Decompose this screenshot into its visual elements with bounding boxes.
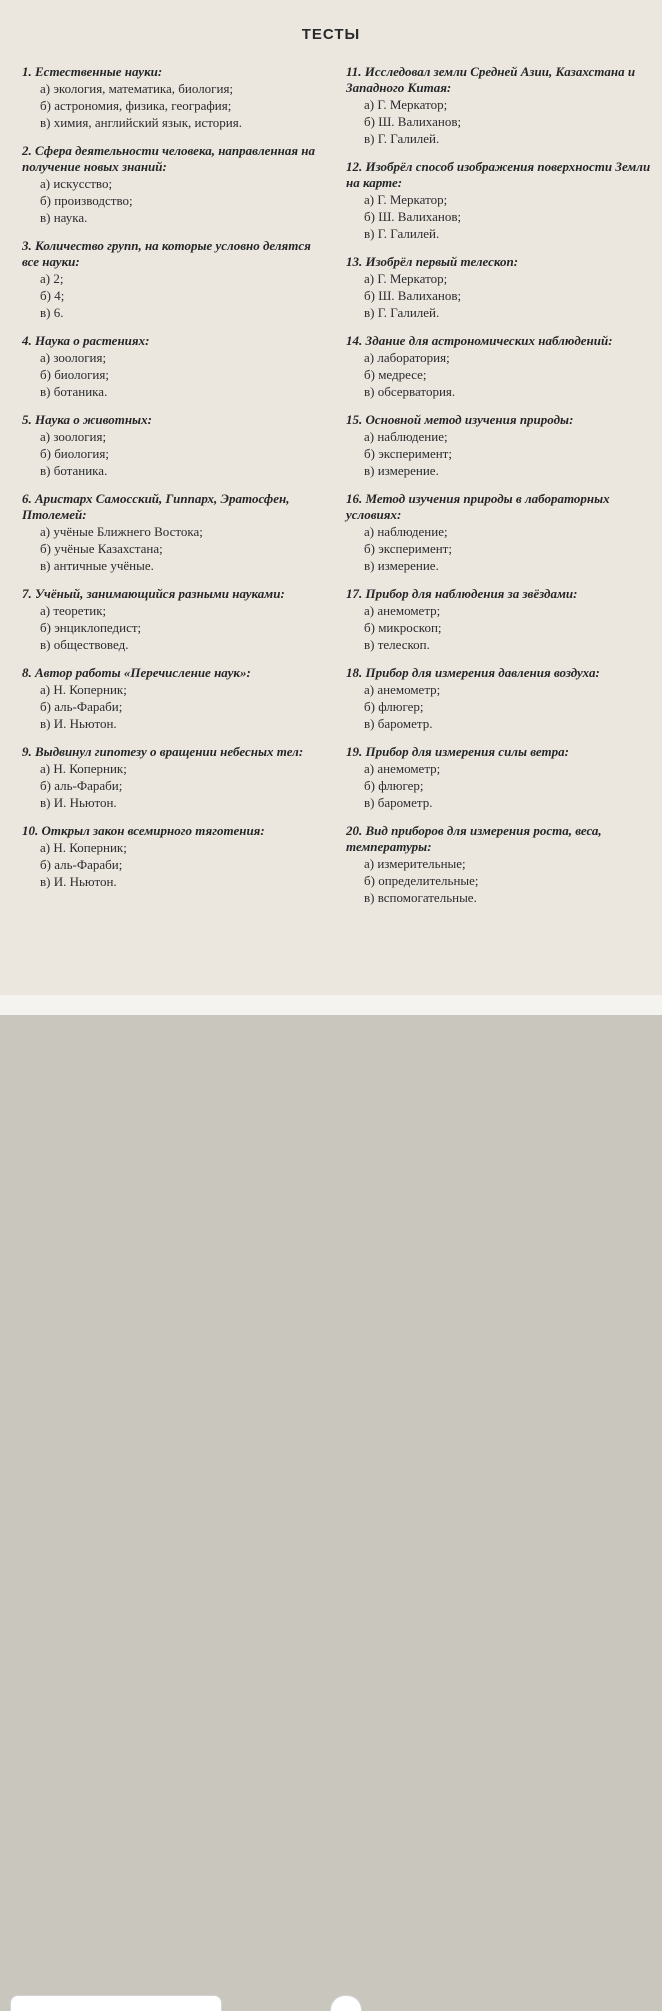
question-number: 3. xyxy=(22,238,32,253)
question-13 xyxy=(346,254,656,321)
question-title xyxy=(22,823,322,839)
answer-option: б) энциклопедист; xyxy=(40,620,142,635)
answer-option: в) Г. Галилей. xyxy=(364,226,440,241)
question-text: Вид приборов для измерения роста, веса, температуры: xyxy=(346,823,602,854)
answer-option: а) Н. Коперник; xyxy=(40,840,127,855)
answer-option: б) Ш. Валиханов; xyxy=(364,288,462,303)
question-number: 11. xyxy=(346,64,362,79)
question-text: Прибор для измерения силы ветра: xyxy=(365,744,569,759)
question-11 xyxy=(346,64,656,147)
answer-option: а) анемометр; xyxy=(364,603,441,618)
question-number: 2. xyxy=(22,143,32,158)
document-page xyxy=(0,0,662,995)
question-number: 9. xyxy=(22,744,32,759)
question-text: Выдвинул гипотезу о вращении небесных тел: xyxy=(35,744,304,759)
question-number: 4. xyxy=(22,333,32,348)
answer-option: в) И. Ньютон. xyxy=(40,716,117,731)
answer-option: а) Н. Коперник; xyxy=(40,682,127,697)
question-number: 5. xyxy=(22,412,32,427)
question-19 xyxy=(346,744,656,811)
left-column xyxy=(22,64,322,902)
question-title xyxy=(346,412,656,428)
answer-option: а) экология, математика, биология; xyxy=(40,81,234,96)
question-number: 1. xyxy=(22,64,32,79)
question-title xyxy=(346,254,656,270)
answer-option: а) лаборатория; xyxy=(364,350,450,365)
answer-option: а) учёные Ближнего Востока; xyxy=(40,524,203,539)
question-title xyxy=(346,665,656,681)
answer-option: б) определительные; xyxy=(364,873,479,888)
bottom-strip xyxy=(0,995,662,1015)
question-14 xyxy=(346,333,656,400)
answer-option: б) эксперимент; xyxy=(364,446,452,461)
question-number: 6. xyxy=(22,491,32,506)
question-title xyxy=(22,665,322,681)
question-number: 19. xyxy=(346,744,363,759)
answer-option: в) 6. xyxy=(40,305,64,320)
answer-option: а) Г. Меркатор; xyxy=(364,192,448,207)
answer-option: в) вспомогательные. xyxy=(364,890,477,905)
answer-option: а) зоология; xyxy=(40,350,107,365)
answer-option: а) анемометр; xyxy=(364,682,441,697)
question-text: Аристарх Самосский, Гиппарх, Эратосфен, Птолемей: xyxy=(22,491,290,522)
answer-option: б) биология; xyxy=(40,446,109,461)
answer-option: в) Г. Галилей. xyxy=(364,305,440,320)
answer-option: в) обществовед. xyxy=(40,637,129,652)
answer-option: б) эксперимент; xyxy=(364,541,452,556)
question-number: 7. xyxy=(22,586,32,601)
answer-option: б) аль-Фараби; xyxy=(40,857,123,872)
answer-option: а) Г. Меркатор; xyxy=(364,271,448,286)
answer-option: в) наука. xyxy=(40,210,88,225)
question-16 xyxy=(346,491,656,574)
answer-option: а) наблюдение; xyxy=(364,429,448,444)
question-title xyxy=(22,143,322,175)
question-text: Естественные науки: xyxy=(35,64,163,79)
question-number: 15. xyxy=(346,412,363,427)
question-text: Изобрёл способ изображения поверхности Земли на карте: xyxy=(346,159,651,190)
answer-option: а) 2; xyxy=(40,271,64,286)
answer-option: в) ботаника. xyxy=(40,463,108,478)
page-title: ТЕСТЫ xyxy=(301,26,361,43)
answer-option: б) флюгер; xyxy=(364,699,424,714)
question-title xyxy=(346,333,656,349)
answer-option: а) теоретик; xyxy=(40,603,107,618)
question-3 xyxy=(22,238,322,321)
question-1 xyxy=(22,64,322,131)
answer-option: а) наблюдение; xyxy=(364,524,448,539)
question-text: Здание для астрономических наблюдений: xyxy=(365,333,613,348)
question-text: Количество групп, на которые условно делятся все науки: xyxy=(22,238,311,269)
question-title xyxy=(22,744,322,760)
question-number: 18. xyxy=(346,665,363,680)
question-2 xyxy=(22,143,322,226)
question-12 xyxy=(346,159,656,242)
question-18 xyxy=(346,665,656,732)
answer-option: а) Г. Меркатор; xyxy=(364,97,448,112)
question-title xyxy=(346,159,656,191)
answer-option: а) анемометр; xyxy=(364,761,441,776)
question-title xyxy=(346,586,656,602)
question-15 xyxy=(346,412,656,479)
question-title xyxy=(22,64,322,80)
question-6 xyxy=(22,491,322,574)
question-4 xyxy=(22,333,322,400)
question-20 xyxy=(346,823,656,906)
question-17 xyxy=(346,586,656,653)
answer-option: в) ботаника. xyxy=(40,384,108,399)
answer-option: б) аль-Фараби; xyxy=(40,778,123,793)
question-title xyxy=(346,64,656,96)
answer-option: а) искусство; xyxy=(40,176,113,191)
answer-option: в) телескоп. xyxy=(364,637,430,652)
question-text: Основной метод изучения природы: xyxy=(365,412,574,427)
question-text: Исследовал земли Средней Азии, Казахстана и Западного Китая: xyxy=(346,64,636,95)
answer-option: в) химия, английский язык, история. xyxy=(40,115,242,130)
answer-option: б) аль-Фараби; xyxy=(40,699,123,714)
question-title xyxy=(346,491,656,523)
answer-option: б) астрономия, физика, география; xyxy=(40,98,232,113)
answer-option: в) обсерватория. xyxy=(364,384,456,399)
question-number: 8. xyxy=(22,665,32,680)
question-text: Прибор для наблюдения за звёздами: xyxy=(365,586,578,601)
answer-option: б) Ш. Валиханов; xyxy=(364,114,462,129)
answer-option: б) медресе; xyxy=(364,367,427,382)
answer-option: в) измерение. xyxy=(364,558,439,573)
question-number: 14. xyxy=(346,333,363,348)
question-10 xyxy=(22,823,322,890)
question-7 xyxy=(22,586,322,653)
question-number: 13. xyxy=(346,254,363,269)
question-number: 16. xyxy=(346,491,363,506)
question-title xyxy=(22,333,322,349)
answer-option: в) античные учёные. xyxy=(40,558,154,573)
answer-option: в) И. Ньютон. xyxy=(40,795,117,810)
question-title xyxy=(22,412,322,428)
question-text: Сфера деятельности человека, направленная на получение новых знаний: xyxy=(22,143,316,174)
question-number: 17. xyxy=(346,586,363,601)
question-number: 12. xyxy=(346,159,363,174)
bottom-card-left[interactable] xyxy=(10,1995,222,2011)
question-text: Прибор для измерения давления воздуха: xyxy=(365,665,600,680)
answer-option: б) учёные Казахстана; xyxy=(40,541,163,556)
question-number: 20. xyxy=(346,823,363,838)
question-text: Метод изучения природы в лабораторных условиях: xyxy=(346,491,610,522)
answer-option: в) И. Ньютон. xyxy=(40,874,117,889)
question-9 xyxy=(22,744,322,811)
bottom-round-button[interactable] xyxy=(330,1995,362,2011)
answer-option: в) измерение. xyxy=(364,463,439,478)
question-text: Изобрёл первый телескоп: xyxy=(365,254,519,269)
question-text: Учёный, занимающийся разными науками: xyxy=(35,586,285,601)
question-title xyxy=(346,744,656,760)
question-title xyxy=(22,491,322,523)
question-text: Открыл закон всемирного тяготения: xyxy=(41,823,265,838)
question-title xyxy=(22,586,322,602)
question-text: Наука о растениях: xyxy=(35,333,150,348)
question-8 xyxy=(22,665,322,732)
answer-option: б) биология; xyxy=(40,367,109,382)
answer-option: б) микроскоп; xyxy=(364,620,442,635)
question-title xyxy=(22,238,322,270)
answer-option: б) производство; xyxy=(40,193,133,208)
answer-option: а) измерительные; xyxy=(364,856,466,871)
question-text: Наука о животных: xyxy=(35,412,152,427)
question-number: 10. xyxy=(22,823,39,838)
answer-option: в) Г. Галилей. xyxy=(364,131,440,146)
answer-option: а) зоология; xyxy=(40,429,107,444)
question-text: Автор работы «Перечисление наук»: xyxy=(35,665,251,680)
answer-option: б) Ш. Валиханов; xyxy=(364,209,462,224)
question-5 xyxy=(22,412,322,479)
question-title xyxy=(346,823,656,855)
answer-option: а) Н. Коперник; xyxy=(40,761,127,776)
answer-option: в) барометр. xyxy=(364,716,433,731)
answer-option: б) флюгер; xyxy=(364,778,424,793)
answer-option: в) барометр. xyxy=(364,795,433,810)
right-column xyxy=(346,64,656,918)
answer-option: б) 4; xyxy=(40,288,65,303)
